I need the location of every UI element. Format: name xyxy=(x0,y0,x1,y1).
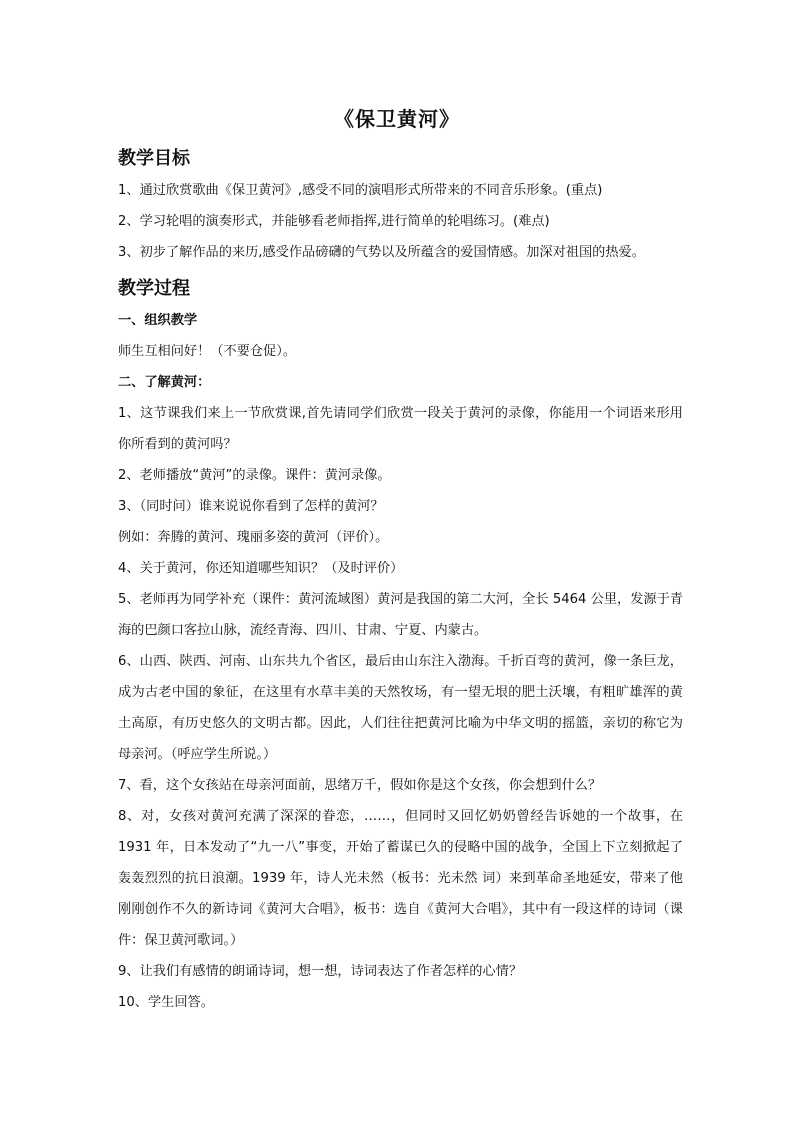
process-item: 10、学生回答。 xyxy=(118,995,214,1010)
process-item: 4、关于黄河，你还知道哪些知识？（及时评价） xyxy=(118,561,404,576)
section-heading-teaching-process: 教学过程 xyxy=(118,278,190,299)
process-item: 7、看，这个女孩站在母亲河面前，思绪万千，假如你是这个女孩，你会想到什么？ xyxy=(118,778,602,793)
subsection-heading-learn-yellow-river: 二、了解黄河： xyxy=(118,375,211,390)
process-item: 例如：奔腾的黄河、瑰丽多姿的黄河（评价）。 xyxy=(118,530,389,545)
subsection-heading-organize: 一、组织教学 xyxy=(118,313,198,328)
document-body xyxy=(118,142,683,1018)
section-heading-teaching-goals: 教学目标 xyxy=(118,148,190,169)
paragraph: 师生互相问好！（不要仓促）。 xyxy=(118,344,297,359)
process-item: 5、老师再为同学补充（课件：黄河流域图）黄河是我国的第二大河，全长 5464 公里，发源于青海的巴颜口客拉山脉，流经青海、四川、甘肃、宁夏、内蒙古。 xyxy=(118,592,683,638)
process-item: 6、山西、陕西、河南、山东共九个省区，最后由山东注入渤海。千折百弯的黄河，像一条巨龙，成为古老中国的象征，在这里有水草丰美的天然牧场，有一望无垠的肥土沃壤，有粗旷雄浑的黄土高原，有历史悠久的文明古都。因此，人们往往把黄河比喻为中华文明的摇篮，亲切的称它为母亲河。（呼应学生所说。） xyxy=(118,654,683,762)
goal-item: 3、初步了解作品的来历,感受作品磅礴的气势以及所蕴含的爱国情感。加深对祖国的热爱。 xyxy=(118,245,645,260)
process-item: 1、这节课我们来上一节欣赏课,首先请同学们欣赏一段关于黄河的录像，你能用一个词语来形用你所看到的黄河吗？ xyxy=(118,406,683,452)
process-item: 9、让我们有感情的朗诵诗词，想一想，诗词表达了作者怎样的心情？ xyxy=(118,964,523,979)
document-title: 《保卫黄河》 xyxy=(334,107,460,131)
process-item: 8、对，女孩对黄河充满了深深的眷恋，……，但同时又回忆奶奶曾经告诉她的一个故事，在 1931 年，日本发动了“九一八”事变，开始了蓄谋已久的侵略中国的战争，全国上下立刻掀起了轰轰烈烈的抗日浪潮。1939 年，诗人光未然（板书：光未然 词）来到革命圣地延安，带来了他刚刚创作不久的新诗词《黄河大合唱》，板书：选自《黄河大合唱》，其中有一段这样的诗词（课件：保卫黄河歌词。） xyxy=(118,809,683,948)
goal-item: 2、学习轮唱的演奏形式，并能够看老师指挥,进行简单的轮唱练习。(难点) xyxy=(118,214,550,229)
process-item: 2、老师播放“黄河”的录像。课件：黄河录像。 xyxy=(118,468,391,483)
goal-item: 1、通过欣赏歌曲《保卫黄河》,感受不同的演唱形式所带来的不同音乐形象。(重点) xyxy=(118,183,603,198)
process-item: 3、（同时问）谁来说说你看到了怎样的黄河？ xyxy=(118,499,384,514)
